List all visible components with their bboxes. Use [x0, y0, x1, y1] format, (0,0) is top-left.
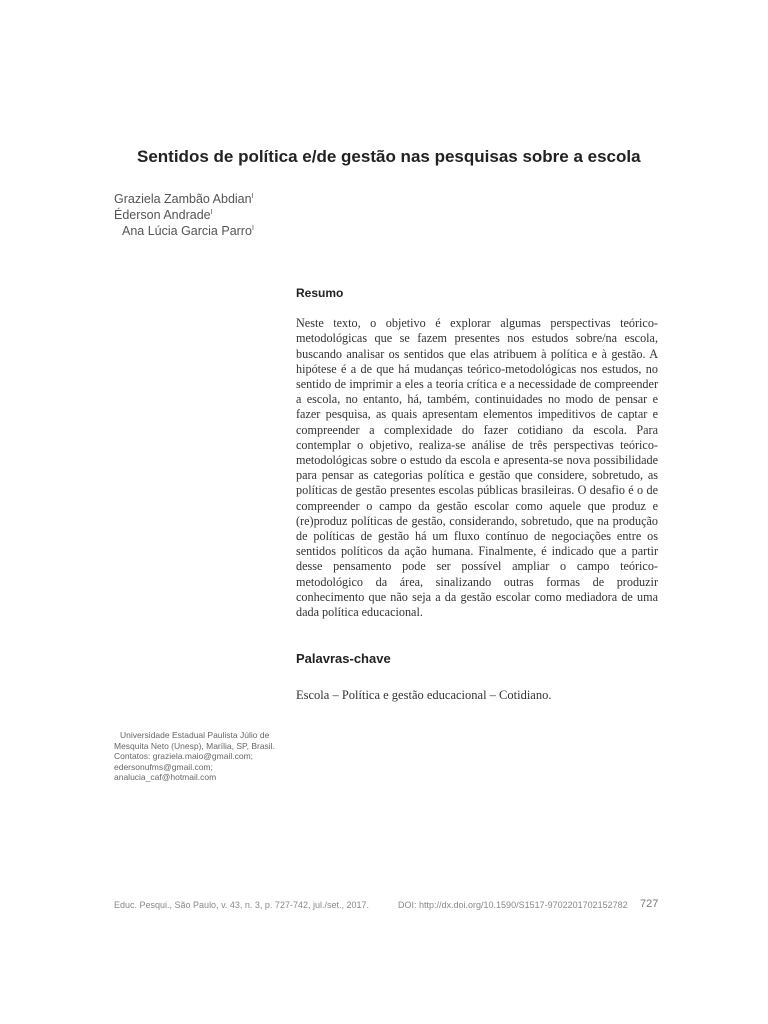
article-title: Sentidos de política e/de gestão nas pesquisas sobre a escola — [137, 147, 641, 167]
contact-line: edersonufms@gmail.com; — [114, 761, 213, 772]
keywords-heading: Palavras-chave — [296, 650, 391, 666]
author-2-mark: I — [210, 209, 213, 217]
author-3-mark: I — [251, 225, 254, 233]
journal-citation: Educ. Pesqui., São Paulo, v. 43, n. 3, p. 727-742, jul./set., 2017. — [114, 900, 369, 910]
author-list — [114, 190, 254, 238]
author-1-name: Graziela Zambão Abdian — [114, 192, 252, 207]
author-1-mark: I — [251, 193, 254, 200]
affiliation-line: Universidade Estadual Paulista Júlio de — [120, 730, 270, 740]
page-number: 727 — [640, 898, 659, 910]
affiliation-note — [114, 730, 314, 783]
author-2-name: Éderson Andrade — [114, 208, 211, 223]
contact-line: Contatos: graziela.maio@gmail.com; — [114, 751, 254, 761]
affiliation-line: Mesquita Neto (Unesp), Marília, SP, Brasil. — [114, 740, 275, 751]
author-3 — [114, 222, 254, 238]
doi-link[interactable]: DOI: http://dx.doi.org/10.1590/S1517-9702201702152782 — [398, 900, 628, 910]
keywords-text: Escola – Política e gestão educacional – Cotidiano. — [296, 687, 552, 702]
contact-line: analucia_caf@hotmail.com — [114, 772, 217, 782]
abstract-heading: Resumo — [296, 285, 344, 300]
author-1 — [114, 192, 254, 206]
author-3-name: Ana Lúcia Garcia Parro — [122, 224, 252, 239]
abstract-text: Neste texto, o objetivo é explorar algumas perspectivas teórico-metodológicas que se fazem presentes nos estudos sobre/na escola, buscando analisar os sentidos que elas atribuem à política e à gestão. A hipótese é a de que há mudanças teórico-metodológicas nos estudos, no sentido de imprimir a eles a teoria crítica e a necessidade de compreender a escola, no entanto, há, também, continuidades no modo de pensar e fazer pesquisa, as quais apresentam elementos impeditivos de captar e compreender a complexidade do fazer cotidiano da escola. Para contemplar o objetivo, realiza-se análise de três perspectivas teórico-metodológicas sobre o estudo da escola e apresenta-se nova possibilidade para pensar as categorias política e gestão que considere, sobretudo, as políticas de gestão presentes escolas públicas brasileiras. O desafio é o de compreender o campo da gestão escolar como aquele que produz e (re)produz políticas de gestão, considerando, sobretudo, que na produção de políticas de gestão há um fluxo contínuo de negociações entre os sentidos políticos da ação humana. Finalmente, é indicado que a partir desse pensamento pode ser possível ampliar o campo teórico-metodológico da área, sinalizando outras formas de produzir conhecimento que não seja a da gestão escolar como mediadora de uma dada política educacional. — [296, 316, 658, 620]
author-2 — [114, 206, 254, 222]
